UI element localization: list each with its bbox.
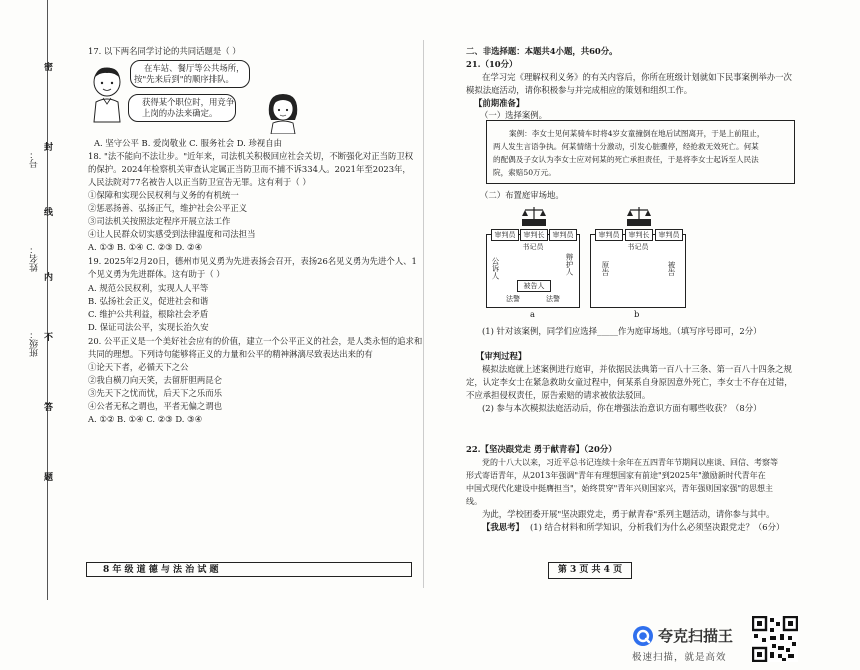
q20-option-3: ③先天下之忧而忧，后天下之乐而乐 [88, 388, 222, 398]
q20-line1: 20. 公平正义是一个美好社会应有的价值，建立一个公平正义的社会，是人类永恒的追求和 [88, 336, 423, 346]
q19-option-a: A. 规范公民权利，实现人人平等 [88, 283, 209, 293]
case-line1: 案例：李女士见何某骑车时将4岁女童撞倒在地后试图离开，于是上前阻止， [509, 129, 765, 138]
boy-illustration [88, 64, 126, 124]
girl-speech-bubble [128, 94, 236, 122]
q22-line5: 为此，学校团委开展"坚决跟党走，勇于献青春"系列主题活动，请你参与其中。 [482, 509, 775, 519]
court-label-b: b [634, 309, 640, 319]
q20-option-1: ①论天下者，必循天下之公 [88, 362, 189, 372]
case-line3: 的配偶及子女认为李女士应对何某的死亡承担责任，于是将李女士起诉至人民法 [493, 155, 759, 164]
q18-line3: 人民法院对77名被告人以正当防卫宣告无罪。这有利于（ ） [88, 177, 311, 187]
boy-speech-bubble [130, 60, 250, 88]
class-label: 班级： [30, 330, 40, 357]
bubble2-line2: 上岗的办法来确定。 [142, 108, 218, 118]
court-layout-b [590, 231, 686, 308]
q17-stem: 17. 以下两名同学讨论的共同话题是（ ） [88, 46, 241, 56]
q22-line2: 形式寄语青年，从2013年强调"青年有理想国家有前途"到2025年"激励新时代青年在 [466, 471, 766, 480]
judge-box-a1: 审判员 [491, 229, 519, 241]
trial-line3: 不应承担侵权责任，原告索赔的请求被依法驳回。 [466, 390, 651, 400]
q21-intro-line1: 在学习完《理解权利义务》的有关内容后，你所在班级计划就如下民事案例举办一次 [482, 72, 792, 82]
bailiff-label-1: 法警 [506, 295, 520, 303]
q21-intro-line2: 模拟法庭活动，请你积极参与并完成相应的策划和组织工作。 [466, 85, 693, 95]
q21-title: 21.（10分） [466, 59, 518, 69]
q20-option-4: ④公者无私之谓也，平者无偏之谓也 [88, 401, 222, 411]
seal-word-feng: 封 [44, 143, 54, 153]
q19-line2: 个见义勇为先进群体。这有助于（ ） [88, 269, 225, 279]
binding-line [47, 0, 48, 600]
q22-line3: 中国式现代化建设中挺膺担当"，始终贯穿"青年兴则国家兴，青年强则国家强"的思想主 [466, 484, 774, 493]
q19-option-b: B. 弘扬社会正义，促进社会和谐 [88, 296, 209, 306]
trial-line2: 定，认定李女士在紧急救助女童过程中，何某系自身原因意外死亡，李女士不存在过错， [466, 377, 793, 387]
q18-option-1: ①保障和实现公民权利与义务的有机统一 [88, 190, 239, 200]
defendant-box: 被告人 [517, 280, 551, 292]
judge-box-a2: 审判员 [549, 229, 577, 241]
q19-line1: 19. 2025年2月20日，德州市见义勇为先进表扬会召开，表扬26名见义勇为先进个人、1 [88, 256, 417, 266]
q18-choices: A. ①③ B. ①④ C. ②③ D. ②④ [88, 242, 203, 252]
court-label-a: a [530, 309, 535, 319]
qr-code-icon [752, 616, 798, 662]
think-question: (1) 结合材料和所学知识，分析我们为什么必须坚决跟党走？（6分） [530, 522, 785, 532]
trial-line1: 模拟法庭就上述案例进行庭审，并依据民法典第一百八十三条、第一百八十四条之规 [482, 364, 792, 374]
brand-name: 夸克扫描王 [658, 627, 734, 645]
quark-logo-icon [632, 625, 654, 647]
q22-line1: 党的十八大以来，习近平总书记连续十余年在五四青年节期间以座谈、回信、考察等 [482, 458, 778, 467]
bubble2-line1: 获得某个职位时，用竞争 [142, 97, 235, 107]
judge-box-b1: 审判员 [595, 229, 623, 241]
think-heading: 【我思考】 [482, 522, 524, 532]
q20-choices: A. ①② B. ①④ C. ②③ D. ③④ [88, 414, 203, 424]
brand-slogan: 极速扫描，就是高效 [632, 652, 727, 663]
q21-sub1: (1) 针对该案例，同学们应选择_____作为庭审场地。（填写序号即可，2分） [482, 326, 762, 336]
seal-word-xian: 线 [44, 208, 54, 218]
q22-title: 22.【坚决跟党走 勇于献青春】（20分） [466, 444, 617, 454]
q18-option-4: ④让人民群众切实感受到法律温度和司法担当 [88, 229, 256, 239]
court-layout-a [486, 231, 580, 308]
q18-line2: 的保护。2024年检察机关审查认定属正当防卫而不捕不诉334人。2021年至2023年， [88, 164, 411, 174]
bailiff-label-2: 法警 [546, 295, 560, 303]
page-number-footer: 第 3 页 共 4 页 [548, 562, 632, 579]
step1-heading: （一）选择案例。 [480, 110, 547, 120]
girl-illustration [262, 90, 304, 134]
q20-line2: 共同的理想。下列诗句能够将正义的力量和公平的精神淋漓尽致表达出来的有 [88, 349, 373, 359]
step2-heading: （二）布置庭审场地。 [480, 190, 564, 200]
court-emblem-icon-b [626, 205, 652, 227]
clerk-label-b: 书记员 [627, 243, 649, 251]
case-box [486, 120, 795, 184]
defendant-side-label: 被告 [667, 261, 676, 276]
seal-word-nei: 内 [44, 273, 54, 283]
student-number-label: 号： [30, 150, 40, 168]
q18-line1: 18. "法不能向不法让步。"近年来，司法机关积极回应社会关切，不断强化对正当防卫权 [88, 151, 414, 161]
prosecutor-label: 公诉人 [491, 257, 500, 280]
column-divider [423, 40, 424, 588]
q21-sub2: (2) 参与本次模拟法庭活动后，你在增强法治意识方面有哪些收获？（8分） [482, 403, 762, 413]
q19-option-c: C. 维护公共利益，根除社会矛盾 [88, 309, 209, 319]
clerk-label-a: 书记员 [522, 243, 544, 251]
q20-option-2: ②我自横刀向天笑，去留肝胆两昆仑 [88, 375, 222, 385]
trial-heading: 【审判过程】 [476, 351, 527, 361]
defender-label: 辩护人 [565, 253, 574, 276]
section-title: 二、非选择题：本题共4小题，共60分。 [466, 46, 618, 56]
student-name-label: 姓名： [30, 245, 40, 272]
bubble1-line1: 在车站、餐厅等公共场所， [144, 63, 245, 73]
judge-box-b2: 审判员 [655, 229, 683, 241]
prep-heading: 【前期准备】 [474, 98, 525, 108]
chief-judge-box-b: 审判长 [625, 229, 653, 241]
case-line4: 院，索赔50万元。 [493, 168, 556, 177]
seal-word-mi: 密 [44, 63, 54, 73]
case-line2: 两人发生言语争执。何某情绪十分激动，引发心脏骤停，经抢救无效死亡。何某 [493, 142, 759, 151]
left-footer: 8 年 级 道 德 与 法 治 试 题 [86, 562, 412, 577]
plaintiff-label: 原告 [601, 261, 610, 276]
court-emblem-icon-a [521, 205, 547, 227]
seal-word-ti: 题 [44, 473, 54, 483]
q22-line4: 线。 [466, 497, 482, 506]
q19-option-d: D. 保证司法公平，实现长治久安 [88, 322, 209, 332]
q18-option-2: ②惩恶扬善、弘扬正气，维护社会公平正义 [88, 203, 248, 213]
bubble1-line2: 按"先来后到"的顺序排队。 [134, 74, 234, 84]
seal-word-bu: 不 [44, 333, 54, 343]
seal-word-da: 答 [44, 403, 54, 413]
chief-judge-box-a: 审判长 [520, 229, 548, 241]
q17-options: A. 坚守公平 B. 爱岗敬业 C. 服务社会 D. 珍视自由 [94, 138, 283, 148]
q18-option-3: ③司法机关按照法定程序开展立法工作 [88, 216, 231, 226]
